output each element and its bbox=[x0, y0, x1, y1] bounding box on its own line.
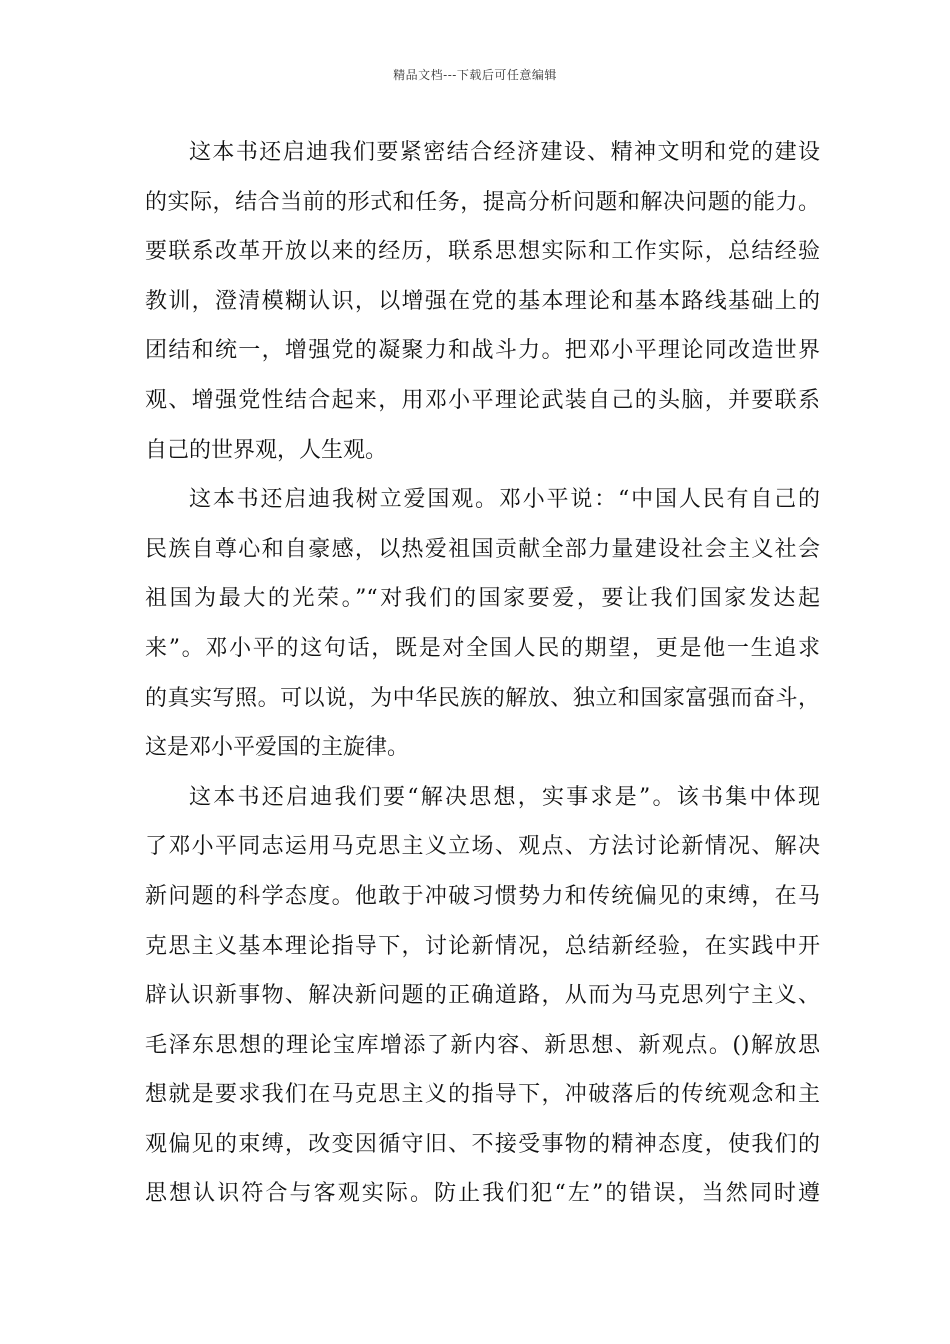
text-line: 这本书还启迪我树立爱国观。邓小平说：“中国人民有自己的 bbox=[189, 487, 820, 513]
paragraph-1 bbox=[145, 128, 820, 475]
text-line: 观、增强党性结合起来，用邓小平理论武装自己的头脑，并要联系 bbox=[145, 387, 820, 413]
text-line: 这是邓小平爱国的主旋律。 bbox=[145, 735, 410, 761]
text-line: 辟认识新事物、解决新问题的正确道路，从而为马克思列宁主义、 bbox=[145, 983, 820, 1009]
text-line: 观偏见的束缚，改变因循守旧、不接受事物的精神态度，使我们的 bbox=[145, 1131, 820, 1157]
paragraph-2 bbox=[145, 475, 820, 773]
page-header: 精品文档---下载后可任意编辑 bbox=[393, 68, 557, 82]
text-line: 要联系改革开放以来的经历，联系思想实际和工作实际，总结经验 bbox=[145, 239, 820, 265]
document-body bbox=[145, 128, 820, 1219]
text-line: 的真实写照。可以说，为中华民族的解放、独立和国家富强而奋斗， bbox=[145, 685, 820, 711]
text-line: 克思主义基本理论指导下，讨论新情况，总结新经验，在实践中开 bbox=[145, 933, 820, 959]
text-line: 祖国为最大的光荣。”“对我们的国家要爱，要让我们国家发达起 bbox=[145, 586, 820, 612]
text-line: 民族自尊心和自豪感，以热爱祖国贡献全部力量建设社会主义社会 bbox=[145, 536, 820, 562]
text-line: 来”。邓小平的这句话，既是对全国人民的期望，更是他一生追求 bbox=[145, 635, 820, 661]
text-line: 这本书还启迪我们要“解决思想，实事求是”。该书集中体现 bbox=[189, 784, 820, 810]
text-line: 了邓小平同志运用马克思主义立场、观点、方法讨论新情况、解决 bbox=[145, 834, 820, 860]
text-line: 想就是要求我们在马克思主义的指导下，冲破落后的传统观念和主 bbox=[145, 1082, 820, 1108]
text-line: 自己的世界观，人生观。 bbox=[145, 437, 388, 463]
text-line: 思想认识符合与客观实际。防止我们犯“左”的错误，当然同时遵 bbox=[145, 1181, 820, 1207]
text-line: 的实际，结合当前的形式和任务，提高分析问题和解决问题的能力。 bbox=[145, 189, 820, 215]
text-line: 新问题的科学态度。他敢于冲破习惯势力和传统偏见的束缚，在马 bbox=[145, 883, 820, 909]
text-line: 这本书还启迪我们要紧密结合经济建设、精神文明和党的建设 bbox=[189, 140, 820, 165]
text-line: 毛泽东思想的理论宝库增添了新内容、新思想、新观点。()解放思 bbox=[145, 1032, 820, 1058]
text-line: 教训，澄清模糊认识，以增强在党的基本理论和基本路线基础上的 bbox=[145, 288, 820, 314]
text-line: 团结和统一，增强党的凝聚力和战斗力。把邓小平理论同改造世界 bbox=[145, 338, 820, 364]
paragraph-3 bbox=[145, 773, 820, 1219]
